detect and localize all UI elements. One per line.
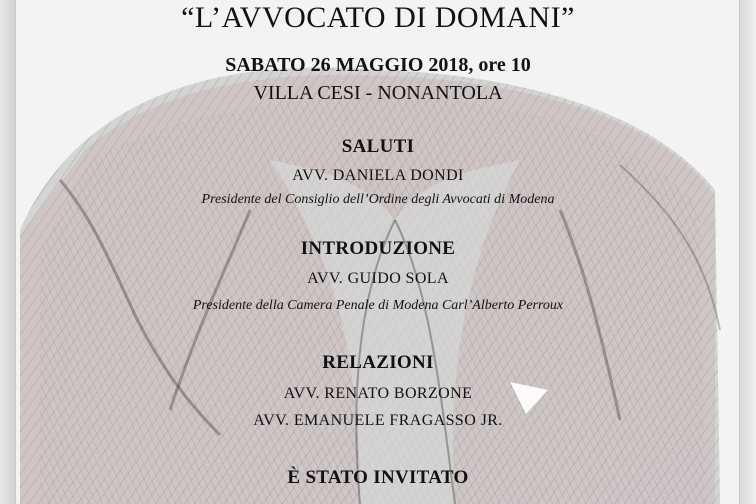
event-title: “L’AVVOCATO DI DOMANI” — [181, 1, 575, 34]
introduzione-speaker-name: AVV. GUIDO SOLA — [307, 270, 449, 287]
relazioni-speaker-2: AVV. EMANUELE FRAGASSO JR. — [253, 412, 503, 429]
saluti-speaker-role: Presidente del Consiglio dell’Ordine degli Avvocati di Modena — [201, 192, 555, 207]
event-date-time: SABATO 26 MAGGIO 2018, ore 10 — [225, 54, 531, 76]
section-saluti-heading: SALUTI — [341, 136, 415, 157]
introduzione-speaker-role: Presidente della Camera Penale di Modena Carl’Alberto Perroux — [192, 298, 564, 313]
section-relazioni-heading: RELAZIONI — [322, 352, 434, 373]
saluti-speaker-name: AVV. DANIELA DONDI — [292, 167, 464, 184]
section-introduzione-heading: INTRODUZIONE — [300, 238, 456, 259]
section-invitato-heading: È STATO INVITATO — [287, 467, 469, 488]
relazioni-speaker-1: AVV. RENATO BORZONE — [283, 385, 473, 402]
event-venue: VILLA CESI - NONANTOLA — [253, 82, 503, 104]
